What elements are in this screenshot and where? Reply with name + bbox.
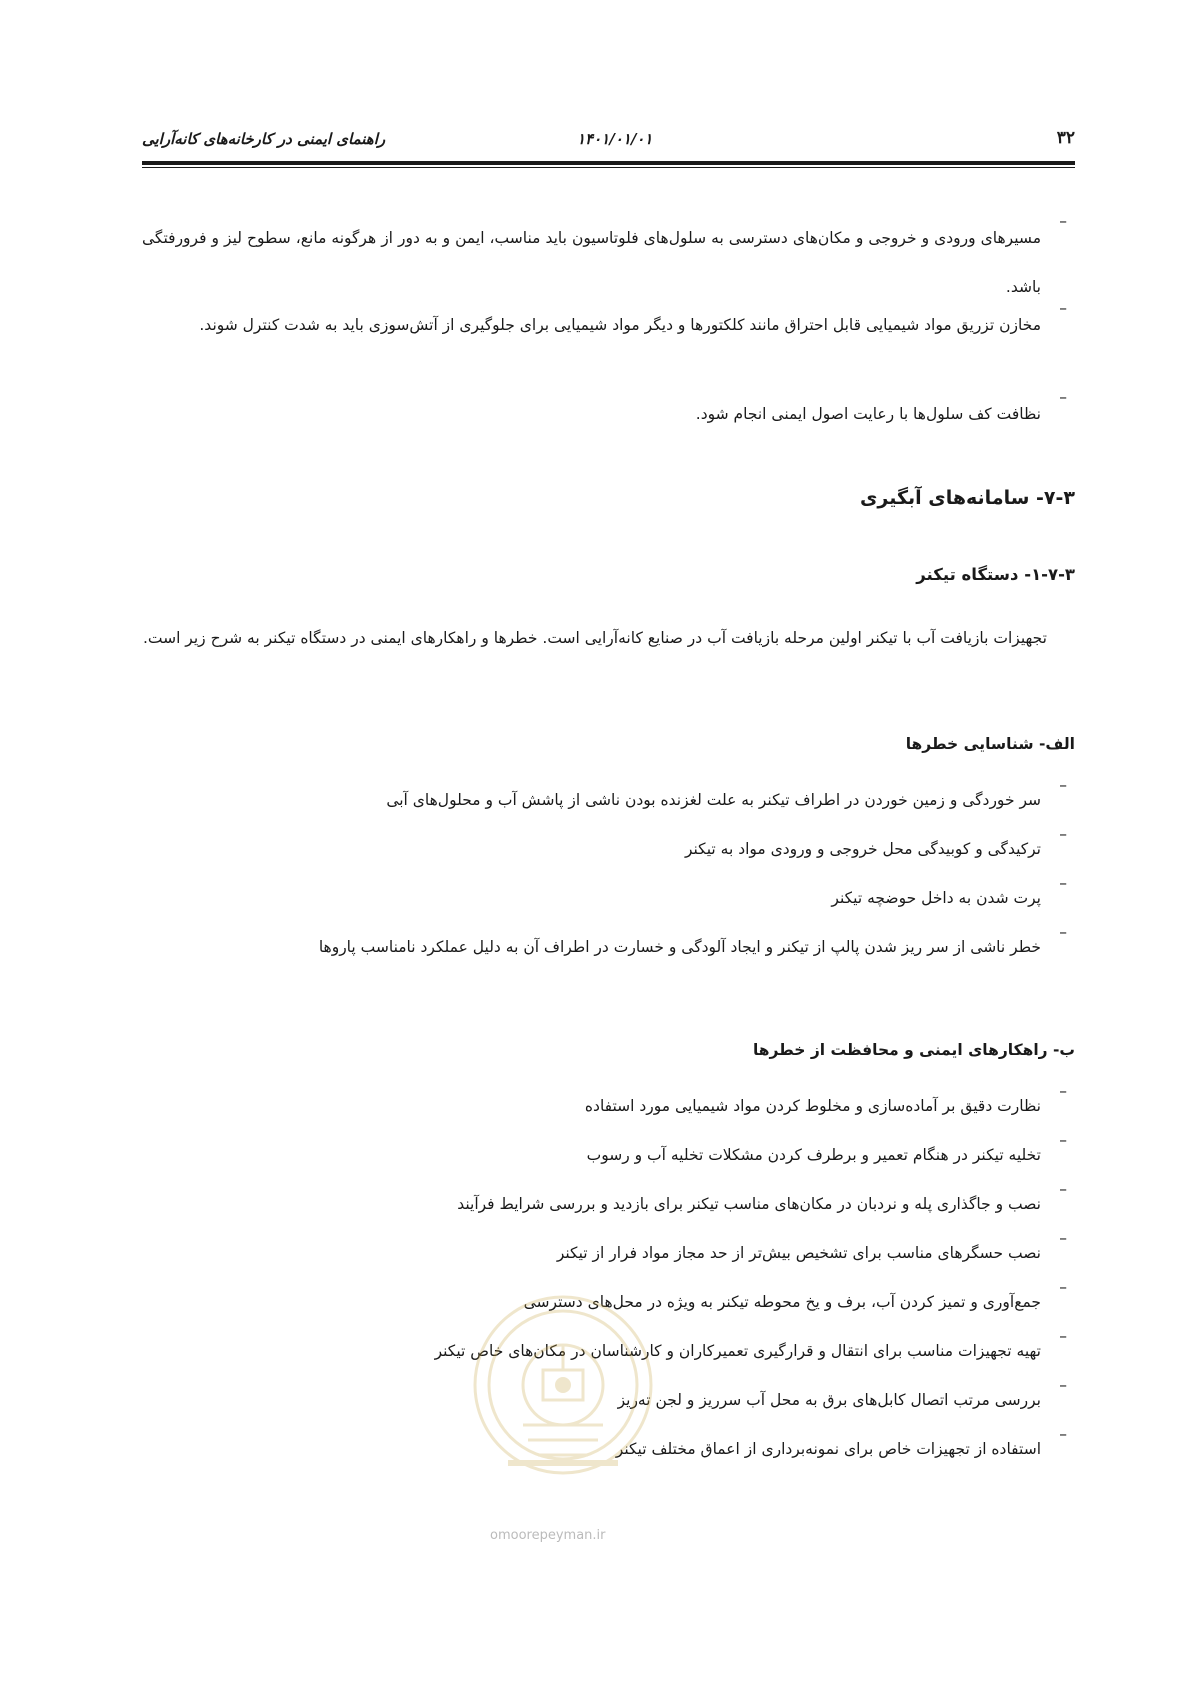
hazards-heading: الف- شناسایی خطرها — [905, 735, 1075, 753]
list-item-text: خطر ناشی از سر ریز شدن پالپ از تیکنر و ایجاد آلودگی و خسارت در اطراف آن به دلیل عملکرد نامناسب پاروها — [318, 938, 1041, 956]
bullet-dash: – — [1059, 1180, 1067, 1198]
bullet-dash: – — [1059, 299, 1067, 317]
page-number: ۳۲ — [1056, 128, 1075, 148]
list-item — [142, 923, 1075, 972]
bullet-dash: – — [1059, 1376, 1067, 1394]
list-item — [142, 301, 1075, 390]
hazards-list — [142, 776, 1075, 972]
section-title: ۷-۳- سامانه‌های آبگیری — [860, 487, 1075, 509]
list-item — [142, 776, 1075, 825]
bullet-dash: – — [1059, 1131, 1067, 1149]
list-item-text: نصب و جاگذاری پله و نردبان در مکان‌های مناسب تیکنر برای بازدید و بررسی شرایط فرآیند — [457, 1195, 1041, 1213]
list-item-text: مخازن تزریق مواد شیمیایی قابل احتراق مانند کلکتورها و دیگر مواد شیمیایی برای جلوگیری از آتش‌سوزی باید به شدت کنترل شوند. — [199, 316, 1041, 334]
bullet-dash: – — [1059, 1425, 1067, 1443]
list-item — [142, 214, 1075, 298]
bullet-dash: – — [1059, 1082, 1067, 1100]
page-header — [142, 126, 1075, 156]
bullet-dash: – — [1059, 825, 1067, 843]
list-item — [142, 1131, 1075, 1180]
intro-list — [142, 214, 1075, 439]
list-item — [142, 1180, 1075, 1229]
list-item-text: تخلیه تیکنر در هنگام تعمیر و برطرف کردن مشکلات تخلیه آب و رسوب — [586, 1146, 1041, 1164]
header-rule-thin — [142, 167, 1075, 168]
header-date: ۱۴۰۱/۰۱/۰۱ — [577, 130, 653, 148]
list-item — [142, 874, 1075, 923]
list-item-text: تهیه تجهیزات مناسب برای انتقال و قرارگیری تعمیرکاران و کارشناسان در مکان‌های خاص تیکنر — [434, 1342, 1041, 1360]
header-title: راهنمای ایمنی در کارخانه‌های کانه‌آرایی — [142, 130, 386, 148]
watermark-seal-icon — [468, 1275, 658, 1525]
list-item-text: نظافت کف سلول‌ها با رعایت اصول ایمنی انجام شود. — [695, 405, 1041, 423]
list-item-text: نظارت دقیق بر آماده‌سازی و مخلوط کردن مواد شیمیایی مورد استفاده — [584, 1097, 1041, 1115]
list-item-text: مسیرهای ورودی و خروجی و مکان‌های دسترسی به سلول‌های فلوتاسیون باید مناسب، ایمن و به دور از هرگونه مانع، سطوح لیز و فرورفتگی باشد. — [142, 229, 1041, 296]
bullet-dash: – — [1059, 874, 1067, 892]
list-item-text: ترکیدگی و کوبیدگی محل خروجی و ورودی مواد به تیکنر — [684, 840, 1041, 858]
bullet-dash: – — [1059, 1229, 1067, 1247]
subsection-title: ۱-۷-۳- دستگاه تیکنر — [916, 565, 1075, 584]
bullet-dash: – — [1059, 388, 1067, 406]
bullet-dash: – — [1059, 1327, 1067, 1345]
list-item — [142, 825, 1075, 874]
subsection-paragraph — [142, 614, 1075, 662]
list-item — [142, 1082, 1075, 1131]
header-rule-thick — [142, 161, 1075, 165]
list-item-text: پرت شدن به داخل حوضچه تیکنر — [831, 889, 1041, 907]
bullet-dash: – — [1059, 212, 1067, 230]
bullet-dash: – — [1059, 1278, 1067, 1296]
watermark-url: omoorepeyman.ir — [490, 1528, 606, 1543]
measures-heading: ب- راهکارهای ایمنی و محافظت از خطرها — [752, 1041, 1075, 1059]
list-item — [142, 1229, 1075, 1278]
list-item — [142, 390, 1075, 439]
bullet-dash: – — [1059, 923, 1067, 941]
paragraph-text: تجهیزات بازیافت آب با تیکنر اولین مرحله بازیافت آب در صنایع کانه‌آرایی است. خطرها و راهکارهای ایمنی در دستگاه تیکنر به شرح زیر است. — [142, 629, 1047, 647]
bullet-dash: – — [1059, 776, 1067, 794]
list-item-text: استفاده از تجهیزات خاص برای نمونه‌برداری از اعماق مختلف تیکنر — [615, 1440, 1041, 1458]
list-item-text: جمع‌آوری و تمیز کردن آب، برف و یخ محوطه تیکنر به ویژه در محل‌های دسترسی — [523, 1293, 1041, 1311]
list-item-text: سر خوردگی و زمین خوردن در اطراف تیکنر به علت لغزنده بودن ناشی از پاشش آب و محلول‌های آبی — [386, 791, 1041, 809]
list-item-text: بررسی مرتب اتصال کابل‌های برق به محل آب سرریز و لجن ته‌ریز — [617, 1391, 1041, 1409]
list-item-text: نصب حسگرهای مناسب برای تشخیص بیش‌تر از حد مجاز مواد فرار از تیکنر — [556, 1244, 1041, 1262]
